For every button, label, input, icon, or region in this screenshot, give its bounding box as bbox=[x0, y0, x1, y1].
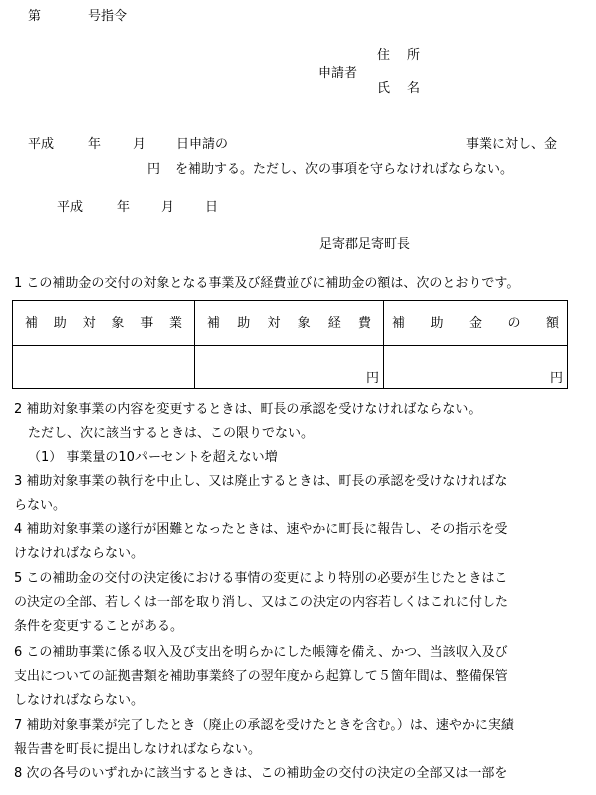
clause-6-cont-1: 支出についての証拠書類を補助事業終了の翌年度から起算して５箇年間は、整備保管 bbox=[14, 669, 508, 684]
table-header-char: 補 bbox=[25, 315, 39, 331]
intro-day-applied: 日申請の bbox=[176, 137, 229, 152]
header-subsidy-cost bbox=[195, 301, 384, 346]
table-header-char: 費 bbox=[357, 315, 371, 331]
clause-1: 1 この補助金の交付の対象となる事業及び経費並びに補助金の額は、次のとおりです。 bbox=[14, 276, 520, 291]
clause-7-cont: 報告書を町長に提出しなければならない。 bbox=[14, 742, 262, 757]
intro-business: 事業に対し、金 bbox=[466, 137, 558, 152]
address-label bbox=[377, 49, 420, 62]
name-label-char: 名 bbox=[406, 81, 420, 96]
clause-4-cont: けなければならない。 bbox=[14, 546, 145, 561]
cell-subsidy-cost bbox=[195, 346, 384, 389]
table-header-char: 助 bbox=[53, 315, 67, 331]
clause-2-item-1: （1） 事業量の10パーセントを超えない増 bbox=[28, 450, 278, 465]
order-number-prefix: 第 bbox=[28, 9, 42, 24]
clause-6-cont-2: しなければならない。 bbox=[14, 693, 145, 708]
address-label-char: 住 bbox=[377, 48, 391, 63]
yen-unit: 円 bbox=[549, 371, 563, 386]
table-header-char: 対 bbox=[267, 315, 281, 331]
name-label-char: 氏 bbox=[377, 81, 391, 96]
order-number-suffix: 号指令 bbox=[88, 9, 128, 24]
address-label-char: 所 bbox=[406, 48, 420, 63]
clause-5: 5 この補助金の交付の決定後における事情の変更により特別の必要が生じたときはこ bbox=[14, 571, 508, 586]
table-header-char: の bbox=[507, 315, 521, 331]
intro-year: 年 bbox=[88, 137, 102, 152]
clause-4: 4 補助対象事業の遂行が困難となったときは、速やかに町長に報告し、その指示を受 bbox=[14, 522, 508, 537]
table-header-char: 経 bbox=[327, 315, 341, 331]
issuer: 足寄郡足寄町長 bbox=[319, 237, 411, 252]
table-header-char: 象 bbox=[297, 315, 311, 331]
intro-text: を補助する。ただし、次の事項を守らなければならない。 bbox=[175, 162, 514, 177]
table-header-char: 額 bbox=[545, 315, 559, 331]
applicant-label: 申請者 bbox=[318, 66, 358, 81]
header-subsidy-amount bbox=[384, 301, 568, 346]
table-header-char: 補 bbox=[392, 315, 406, 331]
cell-subsidy-amount bbox=[384, 346, 568, 389]
date-day: 日 bbox=[205, 200, 219, 215]
intro-month: 月 bbox=[133, 137, 147, 152]
table-header-char: 助 bbox=[237, 315, 251, 331]
clause-6: 6 この補助事業に係る収入及び支出を明らかにした帳簿を備え、かつ、当該収入及び bbox=[14, 645, 508, 660]
name-label bbox=[377, 82, 420, 95]
clause-2: 2 補助対象事業の内容を変更するときは、町長の承認を受けなければならない。 bbox=[14, 402, 482, 417]
clause-3: 3 補助対象事業の執行を中止し、又は廃止するときは、町長の承認を受けなければな bbox=[14, 474, 508, 489]
table-header-char: 補 bbox=[207, 315, 221, 331]
clause-3-cont: らない。 bbox=[14, 498, 67, 513]
intro-yen: 円 bbox=[147, 162, 161, 177]
table-header-char: 助 bbox=[430, 315, 444, 331]
yen-unit: 円 bbox=[365, 371, 379, 386]
clause-2-proviso: ただし、次に該当するときは、この限りでない。 bbox=[28, 426, 315, 441]
clause-5-cont-1: の決定の全部、若しくは一部を取り消し、又はこの決定の内容若しくはこれに付した bbox=[14, 595, 509, 610]
table-header-char: 対 bbox=[82, 315, 96, 331]
date-year: 年 bbox=[117, 200, 131, 215]
cell-subsidy-project bbox=[13, 346, 195, 389]
date-era: 平成 bbox=[57, 200, 84, 215]
header-subsidy-project bbox=[13, 301, 195, 346]
subsidy-table bbox=[12, 300, 568, 389]
clause-5-cont-2: 条件を変更することがある。 bbox=[14, 619, 184, 634]
table-header-char: 事 bbox=[140, 315, 154, 331]
table-header-char: 象 bbox=[111, 315, 125, 331]
table-header-char: 業 bbox=[168, 315, 182, 331]
intro-era: 平成 bbox=[28, 137, 55, 152]
clause-7: 7 補助対象事業が完了したとき（廃止の承認を受けたときを含む。）は、速やかに実績 bbox=[14, 718, 514, 733]
clause-8: 8 次の各号のいずれかに該当するときは、この補助金の交付の決定の全部又は一部を bbox=[14, 766, 508, 781]
table-header-char: 金 bbox=[468, 315, 482, 331]
date-month: 月 bbox=[161, 200, 175, 215]
